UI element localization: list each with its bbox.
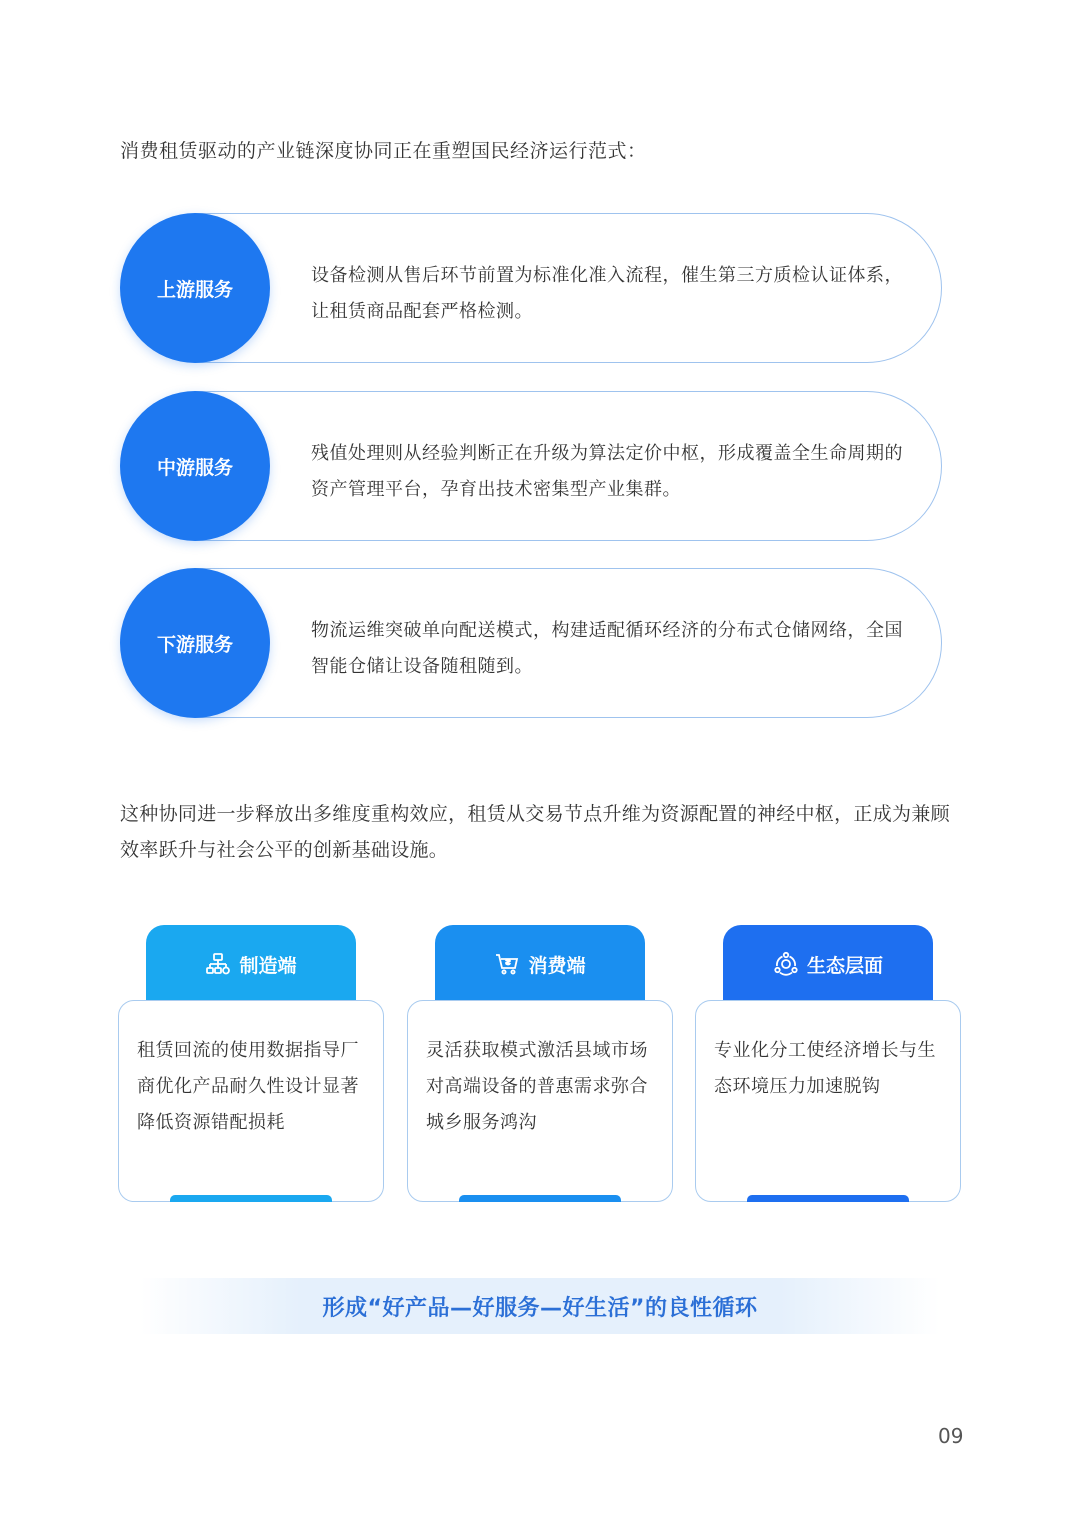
intro-text: 消费租赁驱动的产业链深度协同正在重塑国民经济运行范式：: [120, 140, 647, 162]
service-description: 物流运维突破单向配送模式，构建适配循环经济的分布式仓储网络，全国智能仓储让设备随租随到。: [311, 620, 903, 677]
card-tab: [435, 925, 645, 1003]
card-accent-bar: [459, 1195, 621, 1202]
card-tab: [723, 925, 933, 1003]
card-manufacturing: [118, 925, 384, 1203]
banner-text: 形成“好产品—好服务—好生活”的良性循环: [322, 1295, 758, 1321]
body-paragraph: 这种协同进一步释放出多维度重构效应，租赁从交易节点升维为资源配置的神经中枢，正成为兼顾效率跃升与社会公平的创新基础设施。: [120, 803, 950, 861]
service-row-midstream: [120, 391, 942, 541]
cart-icon: [494, 951, 520, 982]
card-accent-bar: [747, 1195, 909, 1202]
eco-cycle-icon: [773, 951, 799, 982]
card-title: 制造端: [239, 955, 297, 977]
service-pill: [195, 568, 942, 718]
card-text: 租赁回流的使用数据指导厂商优化产品耐久性设计显著降低资源错配损耗: [137, 1040, 359, 1133]
hierarchy-icon: [205, 951, 231, 982]
service-description: 残值处理则从经验判断正在升级为算法定价中枢，形成覆盖全生命周期的资产管理平台，孕育出技术密集型产业集群。: [311, 443, 903, 500]
service-row-upstream: [120, 213, 942, 363]
card-accent-bar: [170, 1195, 332, 1202]
service-pill: [195, 213, 942, 363]
card-box: [695, 1000, 961, 1202]
service-badge: 中游服务: [120, 391, 270, 541]
card-ecology: [695, 925, 961, 1203]
conclusion-banner: [140, 1278, 940, 1334]
service-badge: 下游服务: [120, 568, 270, 718]
card-tab: [146, 925, 356, 1003]
card-box: [118, 1000, 384, 1202]
card-title: 生态层面: [806, 955, 883, 977]
card-consumer: [407, 925, 673, 1203]
card-title: 消费端: [528, 955, 586, 977]
card-text: 专业化分工使经济增长与生态环境压力加速脱钩: [714, 1040, 936, 1097]
service-badge: 上游服务: [120, 213, 270, 363]
service-description: 设备检测从售后环节前置为标准化准入流程，催生第三方质检认证体系，让租赁商品配套严格检测。: [311, 265, 903, 322]
page-number: 09: [938, 1424, 964, 1448]
card-box: [407, 1000, 673, 1202]
service-pill: [195, 391, 942, 541]
card-text: 灵活获取模式激活县域市场对高端设备的普惠需求弥合城乡服务鸿沟: [426, 1040, 648, 1133]
service-row-downstream: [120, 568, 942, 718]
